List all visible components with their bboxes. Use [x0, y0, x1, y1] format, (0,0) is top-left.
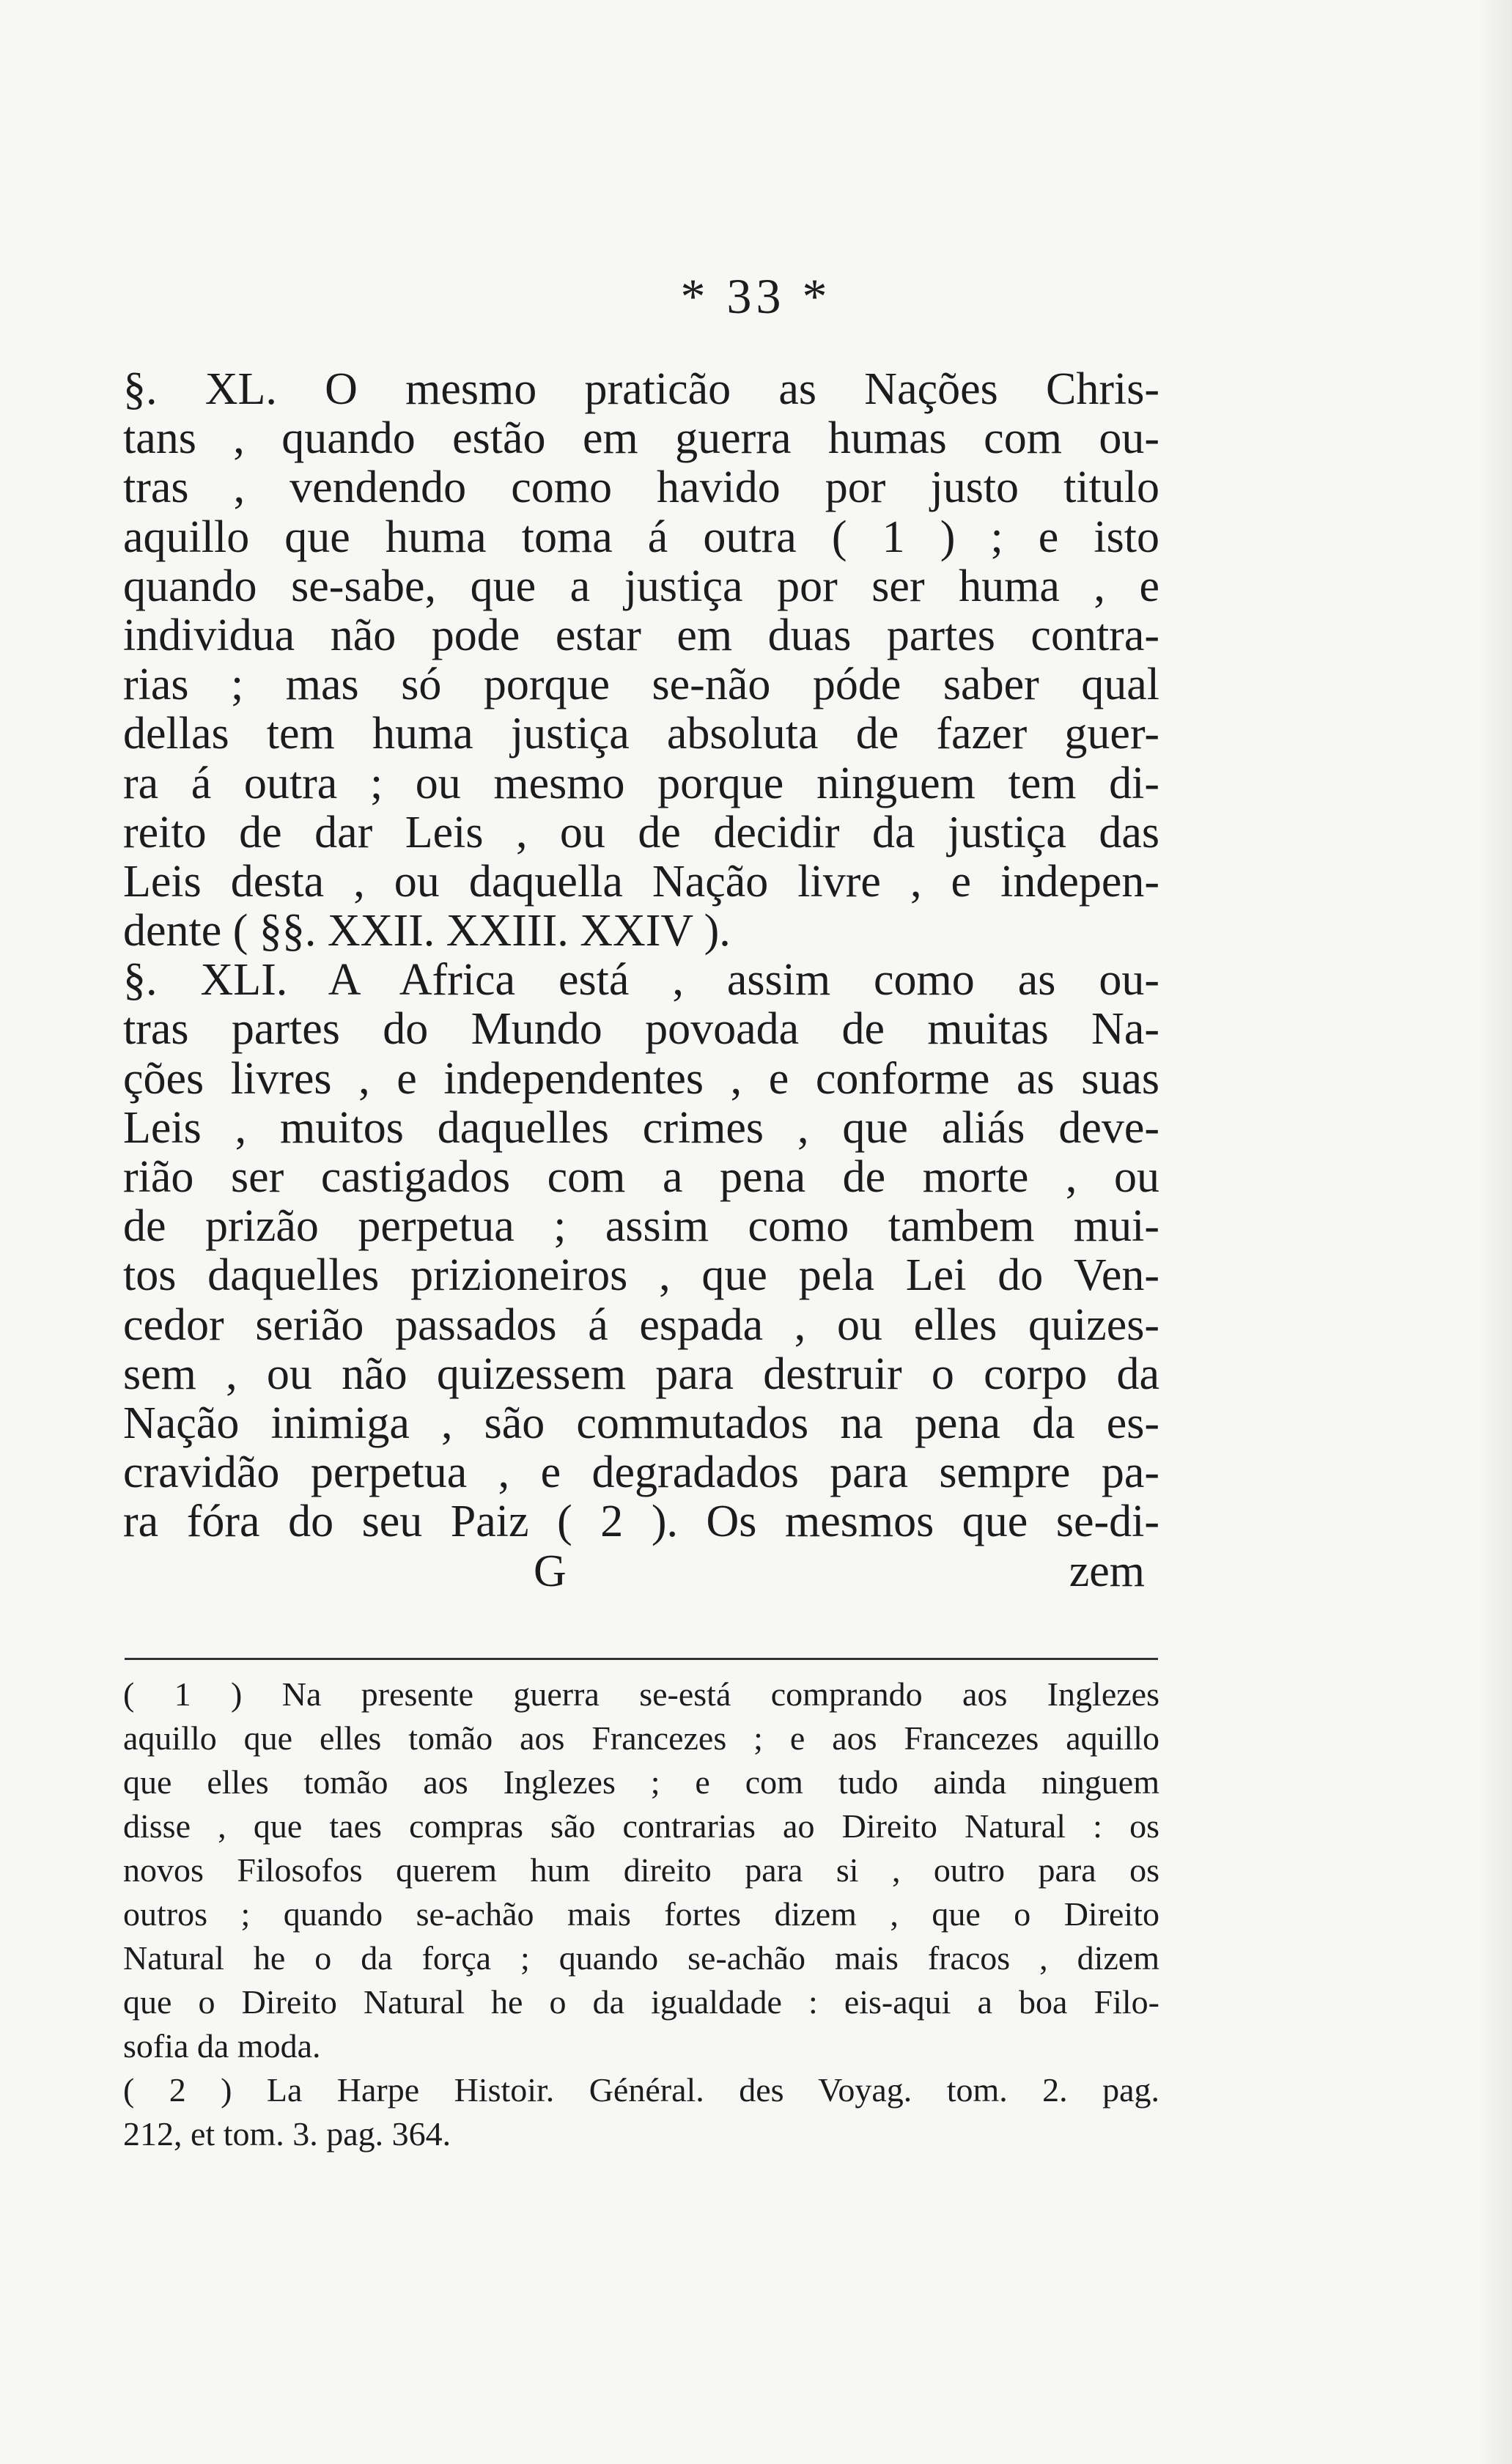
text-line: de prizão perpetua ; assim como tambem mui- — [123, 1201, 1159, 1252]
footnote-line: 212, et tom. 3. pag. 364. — [123, 2115, 451, 2153]
text-line: reito de dar Leis , ou de decidir da justiça das — [123, 807, 1159, 857]
text-line: cravidão perpetua , e degradados para sempre pa- — [123, 1447, 1159, 1498]
main-text-block — [123, 365, 1159, 1596]
text-line: cedor serião passados á espada , ou elles quizes- — [123, 1299, 1159, 1350]
text-line: rião ser castigados com a pena de morte , ou — [123, 1152, 1159, 1202]
text-line: tans , quando estão em guerra humas com ou- — [123, 413, 1159, 464]
text-line: rias ; mas só porque se-não póde saber qual — [123, 660, 1159, 710]
signature-mark: G — [534, 1546, 567, 1596]
footnote-line: que elles tomão aos Inglezes ; e com tudo ainda ninguem — [123, 1763, 1159, 1801]
signature-line — [123, 1547, 1159, 1596]
footnote-line: ( 2 ) La Harpe Histoir. Général. des Voyag. tom. 2. pag. — [123, 2071, 1159, 2109]
text-line: aquillo que huma toma á outra ( 1 ) ; e isto — [123, 512, 1159, 562]
footnote-line: disse , que taes compras são contrarias ao Direito Natural : os — [123, 1807, 1159, 1845]
footnote-line: sofia da moda. — [123, 2027, 321, 2065]
text-line: dellas tem huma justiça absoluta de fazer guer- — [123, 709, 1159, 759]
footnote-rule — [125, 1658, 1158, 1660]
text-line: Leis desta , ou daquella Nação livre , e indepen- — [123, 856, 1159, 907]
footnote-line: que o Direito Natural he o da igualdade : eis-aqui a boa Filo- — [123, 1983, 1159, 2021]
text-line: tos daquelles prizioneiros , que pela Lei do Ven- — [123, 1250, 1159, 1301]
text-line: dente ( §§. XXII. XXIII. XXIV ). — [123, 906, 731, 956]
text-line: quando se-sabe, que a justiça por ser huma , e — [123, 561, 1159, 611]
text-line: §. XLI. A Africa está , assim como as ou- — [123, 955, 1159, 1006]
text-line: §. XL. O mesmo praticão as Nações Chris- — [123, 364, 1159, 414]
text-line: Nação inimiga , são commutados na pena da es- — [123, 1398, 1159, 1448]
footnote-line: ( 1 ) Na presente guerra se-está comprando aos Inglezes — [123, 1675, 1159, 1713]
text-line: tras partes do Mundo povoada de muitas Na- — [123, 1004, 1159, 1055]
text-line: tras , vendendo como havido por justo titulo — [123, 462, 1159, 513]
text-line: ra fóra do seu Paiz ( 2 ). Os mesmos que se-di- — [123, 1497, 1159, 1547]
footnote-line: aquillo que elles tomão aos Francezes ; e aos Francezes aquillo — [123, 1719, 1159, 1757]
text-line: Leis , muitos daquelles crimes , que aliás deve- — [123, 1102, 1159, 1153]
page-number: * 33 * — [680, 268, 832, 324]
text-line: individua não pode estar em duas partes contra- — [123, 610, 1159, 660]
footnote-line: novos Filosofos querem hum direito para si , outro para os — [123, 1851, 1159, 1889]
text-line: ções livres , e independentes , e conforme as suas — [123, 1053, 1159, 1104]
footnote-line: outros ; quando se-achão mais fortes dizem , que o Direito — [123, 1895, 1159, 1933]
catchword: zem — [1069, 1546, 1145, 1596]
page-edge-shadow — [1478, 0, 1512, 2464]
footnotes-block — [123, 1672, 1159, 2156]
footnote-line: Natural he o da força ; quando se-achão mais fracos , dizem — [123, 1939, 1159, 1977]
text-line: sem , ou não quizessem para destruir o corpo da — [123, 1349, 1159, 1399]
text-line: ra á outra ; ou mesmo porque ninguem tem di- — [123, 758, 1159, 808]
